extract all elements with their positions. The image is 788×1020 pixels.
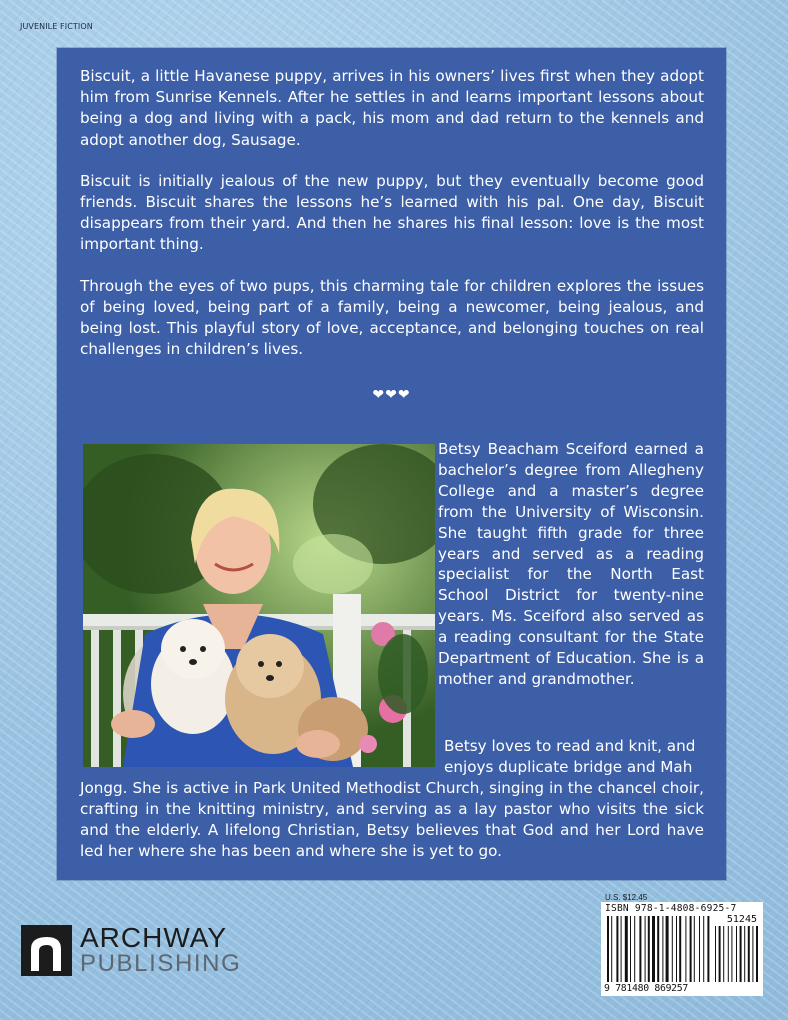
archway-icon: [21, 925, 72, 976]
back-cover-panel: [57, 48, 726, 880]
barcode-bar: [723, 926, 724, 982]
barcode-bar: [648, 916, 650, 982]
barcode-bar: [679, 916, 681, 982]
barcode-bar: [699, 916, 700, 982]
price-code: 51245: [726, 914, 757, 925]
hearts-divider: ❤❤❤: [372, 387, 411, 403]
isbn-text: ISBN 978-1-4808-6925-7: [605, 903, 737, 914]
barcode-bar: [611, 916, 612, 982]
barcode-bar: [731, 926, 732, 982]
author-photo-icon: [83, 444, 435, 767]
author-bio-line: Betsy loves to read and knit, and: [444, 737, 696, 755]
genre-label: JUVENILE FICTION: [20, 22, 93, 31]
barcode-bar: [672, 916, 673, 982]
author-bio-text: Jongg. She is active in Park United Methodist Church, singing in the chancel choir, crafting in the knitting ministry, and serving as a lay pastor who visits the sick and the elderly. A lifelong Christian, Betsy believes that God and her Lord have led her where she has been and where she is yet to go.: [80, 778, 704, 860]
barcode-bar: [616, 916, 618, 982]
barcode-bar: [625, 916, 628, 982]
author-bio-paragraph: Betsy Beacham Sceiford earned a bachelor’s degree from Allegheny College and a master’s degree from the University of Wisconsin. She taught fifth grade for three years and served as a reading specialist for the North East School District for twenty-nine years. Ms. Sceiford also served as a reading consultant for the State Department of Education. She is a mother and grandmother.: [438, 440, 704, 688]
publisher-logo: [21, 923, 261, 979]
author-bio-paragraph-2: [80, 736, 704, 861]
barcode-bar: [639, 916, 641, 982]
barcode-bar: [652, 916, 655, 982]
barcode-bar: [657, 916, 659, 982]
barcode-bar: [662, 916, 663, 982]
barcode-bar: [748, 926, 750, 982]
barcode-bar: [707, 916, 709, 982]
isbn-barcode: [601, 902, 763, 996]
barcode-bar: [756, 926, 758, 982]
barcode-bar: [728, 926, 729, 982]
barcode-bar: [607, 916, 609, 982]
author-bio-line: enjoys duplicate bridge and Mah: [444, 757, 693, 776]
barcode-bar: [621, 916, 622, 982]
blurb-paragraph: Through the eyes of two pups, this charming tale for children explores the issues of being loved, being part of a family, being a newcomer, being jealous, and being lost. This playful story of love, acceptance, and belonging touches on real challenges in children’s lives.: [80, 276, 704, 359]
ean-digits: 9 781480 869257: [604, 983, 688, 994]
book-blurb: [80, 66, 704, 380]
barcode-bar: [685, 916, 686, 982]
barcode-bar: [666, 916, 669, 982]
barcode-bar: [694, 916, 695, 982]
barcode-icon: [601, 902, 763, 996]
barcode-bar: [630, 916, 631, 982]
barcode-bar: [703, 916, 704, 982]
price-label: U.S. $12.45: [605, 893, 648, 902]
blurb-paragraph: Biscuit is initially jealous of the new puppy, but they eventually become good friends. Biscuit shares the lessons he’s learned with his pal. One day, Biscuit disappears from their yard. And then he shares his final lesson: love is the most important thing.: [80, 171, 704, 254]
barcode-bar: [676, 916, 677, 982]
publisher-name: ARCHWAY: [80, 922, 227, 953]
barcode-bar: [744, 926, 745, 982]
barcode-bar: [645, 916, 646, 982]
barcode-bar: [752, 926, 753, 982]
barcode-bar: [715, 926, 716, 982]
barcode-bar: [690, 916, 692, 982]
author-photo: [83, 444, 435, 767]
blurb-paragraph: Biscuit, a little Havanese puppy, arrives in his owners’ lives first when they adopt him from Sunrise Kennels. After he settles in and learns important lessons about being a dog and living with a pack, his mom and dad return to the kennels and adopt another dog, Sausage.: [80, 67, 704, 149]
barcode-bar: [634, 916, 635, 982]
barcode-bar: [736, 926, 737, 982]
barcode-bar: [719, 926, 721, 982]
publisher-subname: PUBLISHING: [80, 950, 242, 977]
barcode-bar: [740, 926, 742, 982]
